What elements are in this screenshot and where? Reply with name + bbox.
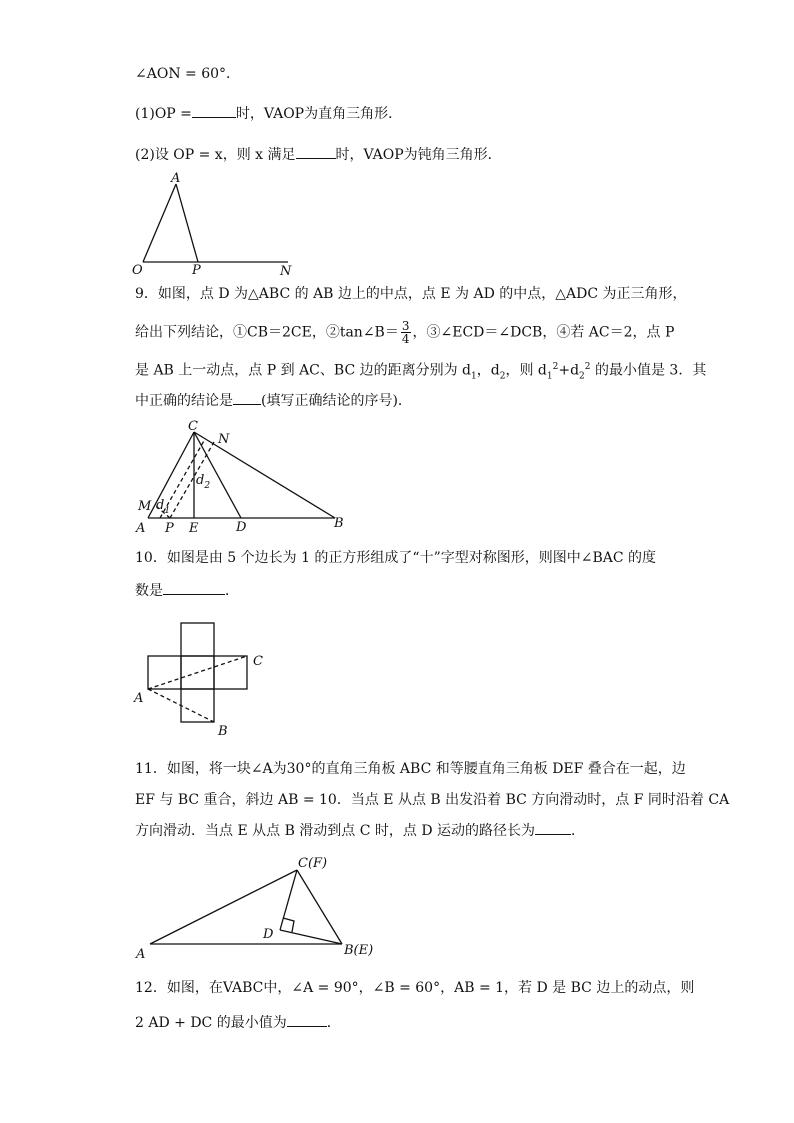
q9-side-ac <box>148 432 194 518</box>
q12-line1: 12．如图，在VABC中，∠A = 90°，∠B = 60°，AB = 1，若 D 是 BC 边上的动点，则 <box>135 980 695 996</box>
q9-label-d1: $d_1$ <box>156 498 171 516</box>
q11-label-a: A <box>136 947 146 962</box>
q11-side-ac <box>150 870 297 944</box>
q9-line3 <box>135 357 706 386</box>
q8-label-a: A <box>171 171 181 186</box>
q9-sup4: 2 <box>584 362 591 372</box>
q9-label-e: E <box>189 521 199 536</box>
q8-label-p: P <box>192 263 201 278</box>
q9-line3-d: +d <box>558 362 580 379</box>
q9-sub3: 1 <box>546 371 553 382</box>
q12-line2-b: ． <box>326 1015 341 1031</box>
q9-sub1: 1 <box>471 371 477 382</box>
q10-line2-a: 数是 <box>135 583 163 599</box>
q11-side-de <box>280 930 342 944</box>
q10-line2-b: ． <box>225 583 239 599</box>
q11-figure <box>130 852 390 964</box>
q10-line2 <box>135 580 239 601</box>
q9-label-c: C <box>188 419 198 434</box>
q10-answer-blank[interactable] <box>163 580 225 595</box>
q8-part1 <box>135 103 402 124</box>
q8-part1-prefix: (1)OP = <box>135 106 192 122</box>
q10-line1: 10．如图是由 5 个边长为 1 的正方形组成了“十”字型对称图形，则图中∠BAC 的度 <box>135 550 657 566</box>
q9-label-d2: $d_2$ <box>196 473 211 491</box>
q10-dash-ac <box>148 656 247 689</box>
q10-label-b: B <box>218 724 228 739</box>
q10-square-top <box>181 623 214 656</box>
q8-part1-blank[interactable] <box>192 103 236 118</box>
q10-square-bottom <box>181 689 214 722</box>
q8-figure <box>128 170 308 280</box>
q9-sub4: 2 <box>579 371 585 382</box>
q11-label-d: D <box>263 927 274 942</box>
q11-line1: 11．如图，将一块∠A为30°的直角三角板 ABC 和等腰直角三角板 DEF 叠合在一起，边 <box>135 761 686 777</box>
q9-sup3: 2 <box>552 362 559 372</box>
q10-label-c: C <box>253 654 263 669</box>
q9-line2 <box>135 320 674 345</box>
q9-line2-a: 给出下列结论，①CB＝2CE，②tan∠B＝ <box>135 324 399 341</box>
q9-line1: 9．如图，点 D 为△ABC 的 AB 边上的中点，点 E 为 AD 的中点，△ADC 为正三角形， <box>135 286 687 302</box>
q9-fraction <box>401 320 411 345</box>
q9-figure <box>130 418 360 538</box>
q12-line2 <box>135 1012 341 1033</box>
q12-answer-blank[interactable] <box>287 1012 327 1027</box>
q9-label-a: A <box>136 521 146 536</box>
q11-side-cb <box>297 870 342 944</box>
q11-right-angle-mark <box>283 918 294 932</box>
q9-line3-b: ，d <box>476 362 500 379</box>
q8-part1-suffix: 时，VAOP为直角三角形． <box>235 106 403 122</box>
q11-line3-b: ． <box>571 823 586 839</box>
q8-part2-suffix: 时，VAOP为钝角三角形． <box>335 147 502 163</box>
q10-figure <box>130 615 280 740</box>
q8-part2 <box>135 144 502 165</box>
q9-line3-e: 的最小值是 3．其 <box>590 362 707 379</box>
q8-angle-line: ∠AON = 60°． <box>135 66 241 82</box>
q9-line4-a: 中正确的结论是 <box>135 393 233 409</box>
q8-label-o: O <box>132 263 143 278</box>
q10-label-a: A <box>134 691 144 706</box>
q9-frac-den: 4 <box>401 332 410 346</box>
q9-line2-b: ，③∠ECD＝∠DCB，④若 AC＝2，点 P <box>412 324 675 341</box>
q11-line3-a: 方向滑动．当点 E 从点 B 滑动到点 C 时，点 D 运动的路径长为 <box>135 823 536 839</box>
q9-line4-b: (填写正确结论的序号)． <box>261 393 412 409</box>
q9-answer-blank[interactable] <box>233 390 261 405</box>
q9-label-n: N <box>218 432 230 447</box>
q8-part2-prefix: (2)设 OP = x，则 x 满足 <box>135 147 296 163</box>
q9-side-cb <box>194 432 335 518</box>
q11-line2: EF 与 BC 重合，斜边 AB = 10．当点 E 从点 B 出发沿着 BC 方向滑动时，点 F 同时沿着 CA <box>135 792 730 808</box>
q8-part2-blank[interactable] <box>296 144 336 159</box>
q9-line3-c: ，则 d <box>505 362 547 379</box>
q9-sub2: 2 <box>499 371 506 382</box>
q8-side-ap <box>176 184 198 262</box>
q9-label-m: M <box>138 499 152 514</box>
q11-label-be: B(E) <box>344 943 374 958</box>
q8-side-oa <box>143 184 176 262</box>
q9-label-p: P <box>165 521 174 536</box>
q9-frac-num: 3 <box>401 319 410 333</box>
q9-line4 <box>135 390 412 411</box>
q11-line3 <box>135 820 585 841</box>
q8-label-n: N <box>280 264 292 279</box>
q12-line2-a: 2 AD + DC 的最小值为 <box>135 1015 287 1031</box>
q9-label-d: D <box>236 520 247 535</box>
q9-label-b: B <box>334 516 344 531</box>
q9-line3-a: 是 AB 上一动点，点 P 到 AC、BC 边的距离分别为 d <box>135 362 472 379</box>
q11-answer-blank[interactable] <box>535 820 571 835</box>
q9-dash-pn <box>170 442 214 518</box>
q11-label-cf: C(F) <box>298 856 328 871</box>
